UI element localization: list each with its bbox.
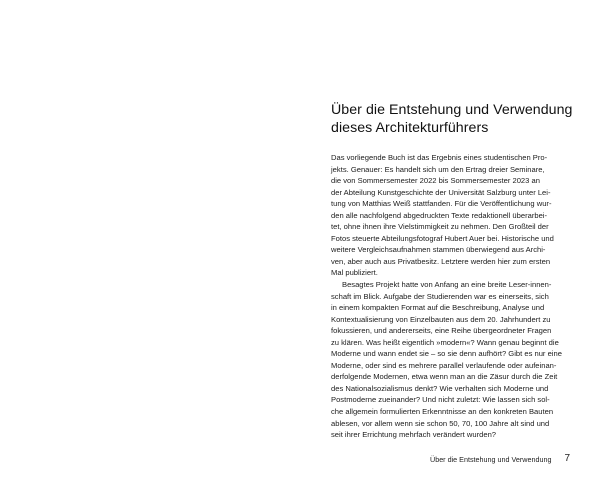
text-line: Kontextualisierung von Einzelbauten aus dem 20. Jahrhundert zu <box>331 314 551 324</box>
text-line: ablesen, vor allem wenn sie schon 50, 70, 100 Jahre alt sind und <box>331 418 550 428</box>
text-line: Postmoderne zueinander? Und nicht zuletzt: Wie lassen sich sol- <box>331 395 550 405</box>
body-text <box>331 152 563 441</box>
chapter-heading-line: dieses Architekturführers <box>331 120 489 136</box>
text-line: Moderne, oder sind es mehrere parallel verlaufende oder aufeinan- <box>331 360 557 370</box>
text-line: zu klären. Was heißt eigentlich »modern«? Wann genau beginnt die <box>331 337 559 347</box>
text-line: schaft im Blick. Aufgabe der Studierenden war es einerseits, sich <box>331 291 549 301</box>
text-line: Das vorliegende Buch ist das Ergebnis eines studentischen Pro- <box>331 153 548 162</box>
text-line: tung von Matthias Weiß stattfanden. Für die Veröffentlichung wur- <box>331 199 552 209</box>
chapter-heading-line: Über die Entstehung und Verwendung <box>331 102 573 118</box>
chapter-heading <box>331 101 571 137</box>
text-line: seit ihrer Errichtung mehrfach verändert wurden? <box>331 430 497 440</box>
running-footer-title: Über die Entstehung und Verwendung <box>430 455 552 464</box>
text-line: der Abteilung Kunstgeschichte der Universität Salzburg unter Lei- <box>331 187 551 197</box>
text-line: die von Sommersemester 2022 bis Sommersemester 2023 an <box>331 176 540 186</box>
text-line: Mal publiziert. <box>331 268 378 278</box>
text-line: des Nationalsozialismus denkt? Wie verhalten sich Moderne und <box>331 383 549 393</box>
text-line: fokussieren, und andererseits, eine Reihe übergeordneter Fragen <box>331 326 552 336</box>
text-line: che allgemein formulierten Erkenntnisse an den konkreten Bauten <box>331 407 554 417</box>
text-line: jekts. Genauer: Es handelt sich um den Ertrag dreier Seminare, <box>331 164 545 174</box>
text-line: Fotos steuerte Abteilungsfotograf Hubert Auer bei. Historische und <box>331 233 554 243</box>
text-line: Besagtes Projekt hatte von Anfang an eine breite Leser-innen- <box>342 280 552 290</box>
text-line: ven, aber auch aus Privatbesitz. Letztere werden hier zum ersten <box>331 256 551 266</box>
text-line: in einem kompakten Format auf die Beschreibung, Analyse und <box>331 303 545 313</box>
text-line: tet, ohne ihnen ihre Vielstimmigkeit zu nehmen. Den Großteil der <box>331 222 549 232</box>
page-number: 7 <box>564 453 570 464</box>
text-line: Moderne und wann endet sie – so sie denn aufhört? Gibt es nur eine <box>331 349 562 359</box>
text-line: den alle nachfolgend abgedruckten Texte redaktionell überarbei- <box>331 210 548 220</box>
text-line: derfolgende Modernen, etwa wenn man an die Zäsur durch die Zeit <box>331 372 558 382</box>
text-line: weitere Vergleichsaufnahmen stammen überwiegend aus Archi- <box>331 245 546 255</box>
